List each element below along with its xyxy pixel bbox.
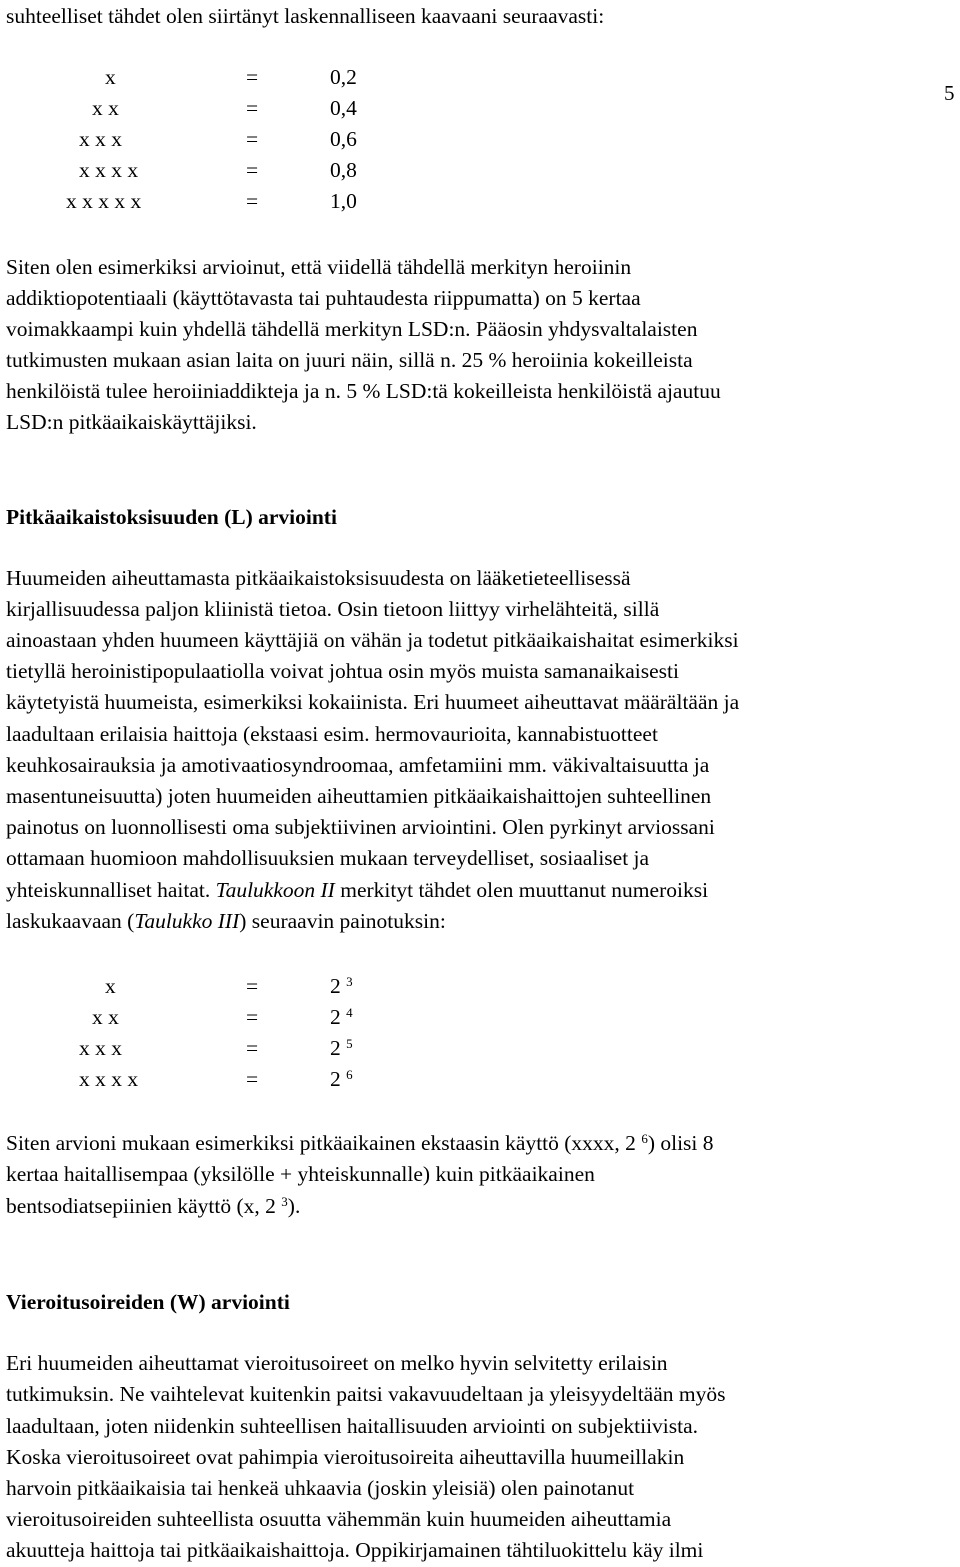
text-line: ainoastaan yhden huumeen käyttäjiä on vähän ja todetut pitkäaikaishaitat esimerkiksi <box>6 628 739 652</box>
text-line: ottamaan huomioon mahdollisuuksien mukaan terveydelliset, sosiaaliset ja <box>6 846 650 870</box>
star-value-table <box>0 62 420 217</box>
stars-cell: x x x <box>79 127 122 151</box>
text-line: painotus on luonnollisesti oma subjektiivinen arviointini. Olen pyrkinyt arviossani <box>6 815 715 839</box>
value-cell <box>330 971 353 1002</box>
table-row <box>0 124 420 155</box>
table-reference: Taulukko III <box>134 909 240 933</box>
power-exponent: 3 <box>281 1194 288 1209</box>
text-span: ). <box>287 1194 301 1218</box>
value-cell: 0,6 <box>330 127 357 151</box>
table-row <box>0 155 420 186</box>
table-reference: Taulukkoon II <box>215 878 335 902</box>
text-line: tutkimusten mukaan asian laita on juuri näin, sillä n. 25 % heroiinia kokeilleista <box>6 348 693 372</box>
equals-cell: = <box>246 65 259 89</box>
text-line: masentuneisuutta) joten huumeiden aiheuttamien pitkäaikaishaittojen suhteellinen <box>6 784 712 808</box>
table-row <box>0 186 420 217</box>
power-base: 2 <box>330 1036 341 1060</box>
equals-cell: = <box>246 1005 259 1029</box>
value-cell <box>330 1002 353 1033</box>
stars-cell: x <box>105 65 116 89</box>
text-line: LSD:n pitkäaikaiskäyttäjiksi. <box>6 410 257 434</box>
text-span: Siten arvioni mukaan esimerkiksi pitkäaikainen ekstaasin käyttö (xxxx, 2 <box>6 1131 642 1155</box>
power-exponent: 5 <box>346 1036 353 1051</box>
value-cell <box>330 1064 353 1095</box>
text-line <box>6 1129 714 1157</box>
section-heading-withdrawal: Vieroitusoireiden (W) arviointi <box>6 1290 290 1314</box>
text-line: harvoin pitkäaikaisia tai henkeä uhkaavia (joskin yleisiä) olen painotanut <box>6 1476 635 1500</box>
value-cell: 1,0 <box>330 189 357 213</box>
equals-cell: = <box>246 96 259 120</box>
text-line: addiktiopotentiaali (käyttötavasta tai puhtaudesta riippumatta) on 5 kertaa <box>6 286 641 310</box>
stars-cell: x x <box>92 96 119 120</box>
text-line: tietyllä heroinistipopulaatiolla voivat johtua osin myös muista samanaikaisesti <box>6 659 679 683</box>
text-line: vieroitusoireiden suhteellista osuutta vähemmän kuin huumeiden aiheuttamia <box>6 1507 672 1531</box>
stars-cell: x x x x x <box>66 189 142 213</box>
text-span: yhteiskunnalliset haitat. <box>6 878 216 902</box>
text-line: laadultaan, joten niidenkin suhteellisen haitallisuuden arviointi on subjektiivista. <box>6 1414 699 1438</box>
value-cell: 0,4 <box>330 96 357 120</box>
value-cell <box>330 1033 353 1064</box>
text-span: ) olisi 8 <box>647 1131 714 1155</box>
equals-cell: = <box>246 974 259 998</box>
table-row <box>0 1064 420 1095</box>
text-line: Eri huumeiden aiheuttamat vieroitusoireet on melko hyvin selvitetty erilaisin <box>6 1351 668 1375</box>
text-line <box>6 1192 300 1220</box>
power-exponent: 3 <box>346 974 353 989</box>
text-line: voimakkaampi kuin yhdellä tähdellä merkityn LSD:n. Pääosin yhdysvaltalaisten <box>6 317 698 341</box>
power-exponent: 6 <box>346 1067 353 1082</box>
text-line: Siten olen esimerkiksi arvioinut, että viidellä tähdellä merkityn heroiinin <box>6 255 632 279</box>
text-span: ) seuraavin painotuksin: <box>239 909 446 933</box>
text-line: kirjallisuudessa paljon kliinistä tietoa. Osin tietoon liittyy virhelähteitä, sillä <box>6 597 660 621</box>
power-exponent: 6 <box>641 1131 648 1146</box>
text-line: Huumeiden aiheuttamasta pitkäaikaistoksisuudesta on lääketieteellisessä <box>6 566 631 590</box>
text-line: keuhkosairauksia ja amotivaatiosyndroomaa, amfetamiini mm. väkivaltaisuutta ja <box>6 753 710 777</box>
text-line <box>6 876 708 904</box>
equals-cell: = <box>246 1067 259 1091</box>
equals-cell: = <box>246 1036 259 1060</box>
text-span: bentsodiatsepiinien käyttö (x, 2 <box>6 1194 282 1218</box>
star-weight-table <box>0 971 420 1095</box>
equals-cell: = <box>246 127 259 151</box>
power-base: 2 <box>330 1005 341 1029</box>
equals-cell: = <box>246 158 259 182</box>
intro-line: suhteelliset tähdet olen siirtänyt laskennalliseen kaavaani seuraavasti: <box>6 4 605 28</box>
text-span: merkityt tähdet olen muuttanut numeroiksi <box>334 878 709 902</box>
text-line: kertaa haitallisempaa (yksilölle + yhteiskunnalle) kuin pitkäaikainen <box>6 1162 595 1186</box>
value-cell: 0,8 <box>330 158 357 182</box>
text-line: henkilöistä tulee heroiiniaddikteja ja n. 5 % LSD:tä kokeilleista henkilöistä ajautuu <box>6 379 721 403</box>
text-line: akuutteja haittoja tai pitkäaikaishaittoja. Oppikirjamainen tähtiluokittelu käy ilmi <box>6 1538 704 1562</box>
text-line: Koska vieroitusoireet ovat pahimpia vieroitusoireita aiheuttavilla huumeillakin <box>6 1445 685 1469</box>
text-line: käytetyistä huumeista, esimerkiksi kokaiinista. Eri huumeet aiheuttavat määrältään ja <box>6 690 740 714</box>
power-base: 2 <box>330 1067 341 1091</box>
stars-cell: x <box>105 974 116 998</box>
stars-cell: x x <box>92 1005 119 1029</box>
equals-cell: = <box>246 189 259 213</box>
text-span: laskukaavaan ( <box>6 909 135 933</box>
stars-cell: x x x x <box>79 158 139 182</box>
text-line: laadultaan erilaisia haittoja (ekstaasi esim. hermovaurioita, kannabistuotteet <box>6 722 658 746</box>
text-line: tutkimuksin. Ne vaihtelevat kuitenkin paitsi vakavuudeltaan ja yleisyydeltään myös <box>6 1382 726 1406</box>
table-row <box>0 1033 420 1064</box>
stars-cell: x x x x <box>79 1067 139 1091</box>
power-exponent: 4 <box>346 1005 353 1020</box>
text-line <box>6 907 446 935</box>
table-row <box>0 1002 420 1033</box>
table-row <box>0 971 420 1002</box>
value-cell: 0,2 <box>330 65 357 89</box>
table-row <box>0 62 420 93</box>
page-number: 5 <box>944 81 955 105</box>
table-row <box>0 93 420 124</box>
power-base: 2 <box>330 974 341 998</box>
section-heading-long-term-toxicity: Pitkäaikaistoksisuuden (L) arviointi <box>6 505 337 529</box>
stars-cell: x x x <box>79 1036 122 1060</box>
